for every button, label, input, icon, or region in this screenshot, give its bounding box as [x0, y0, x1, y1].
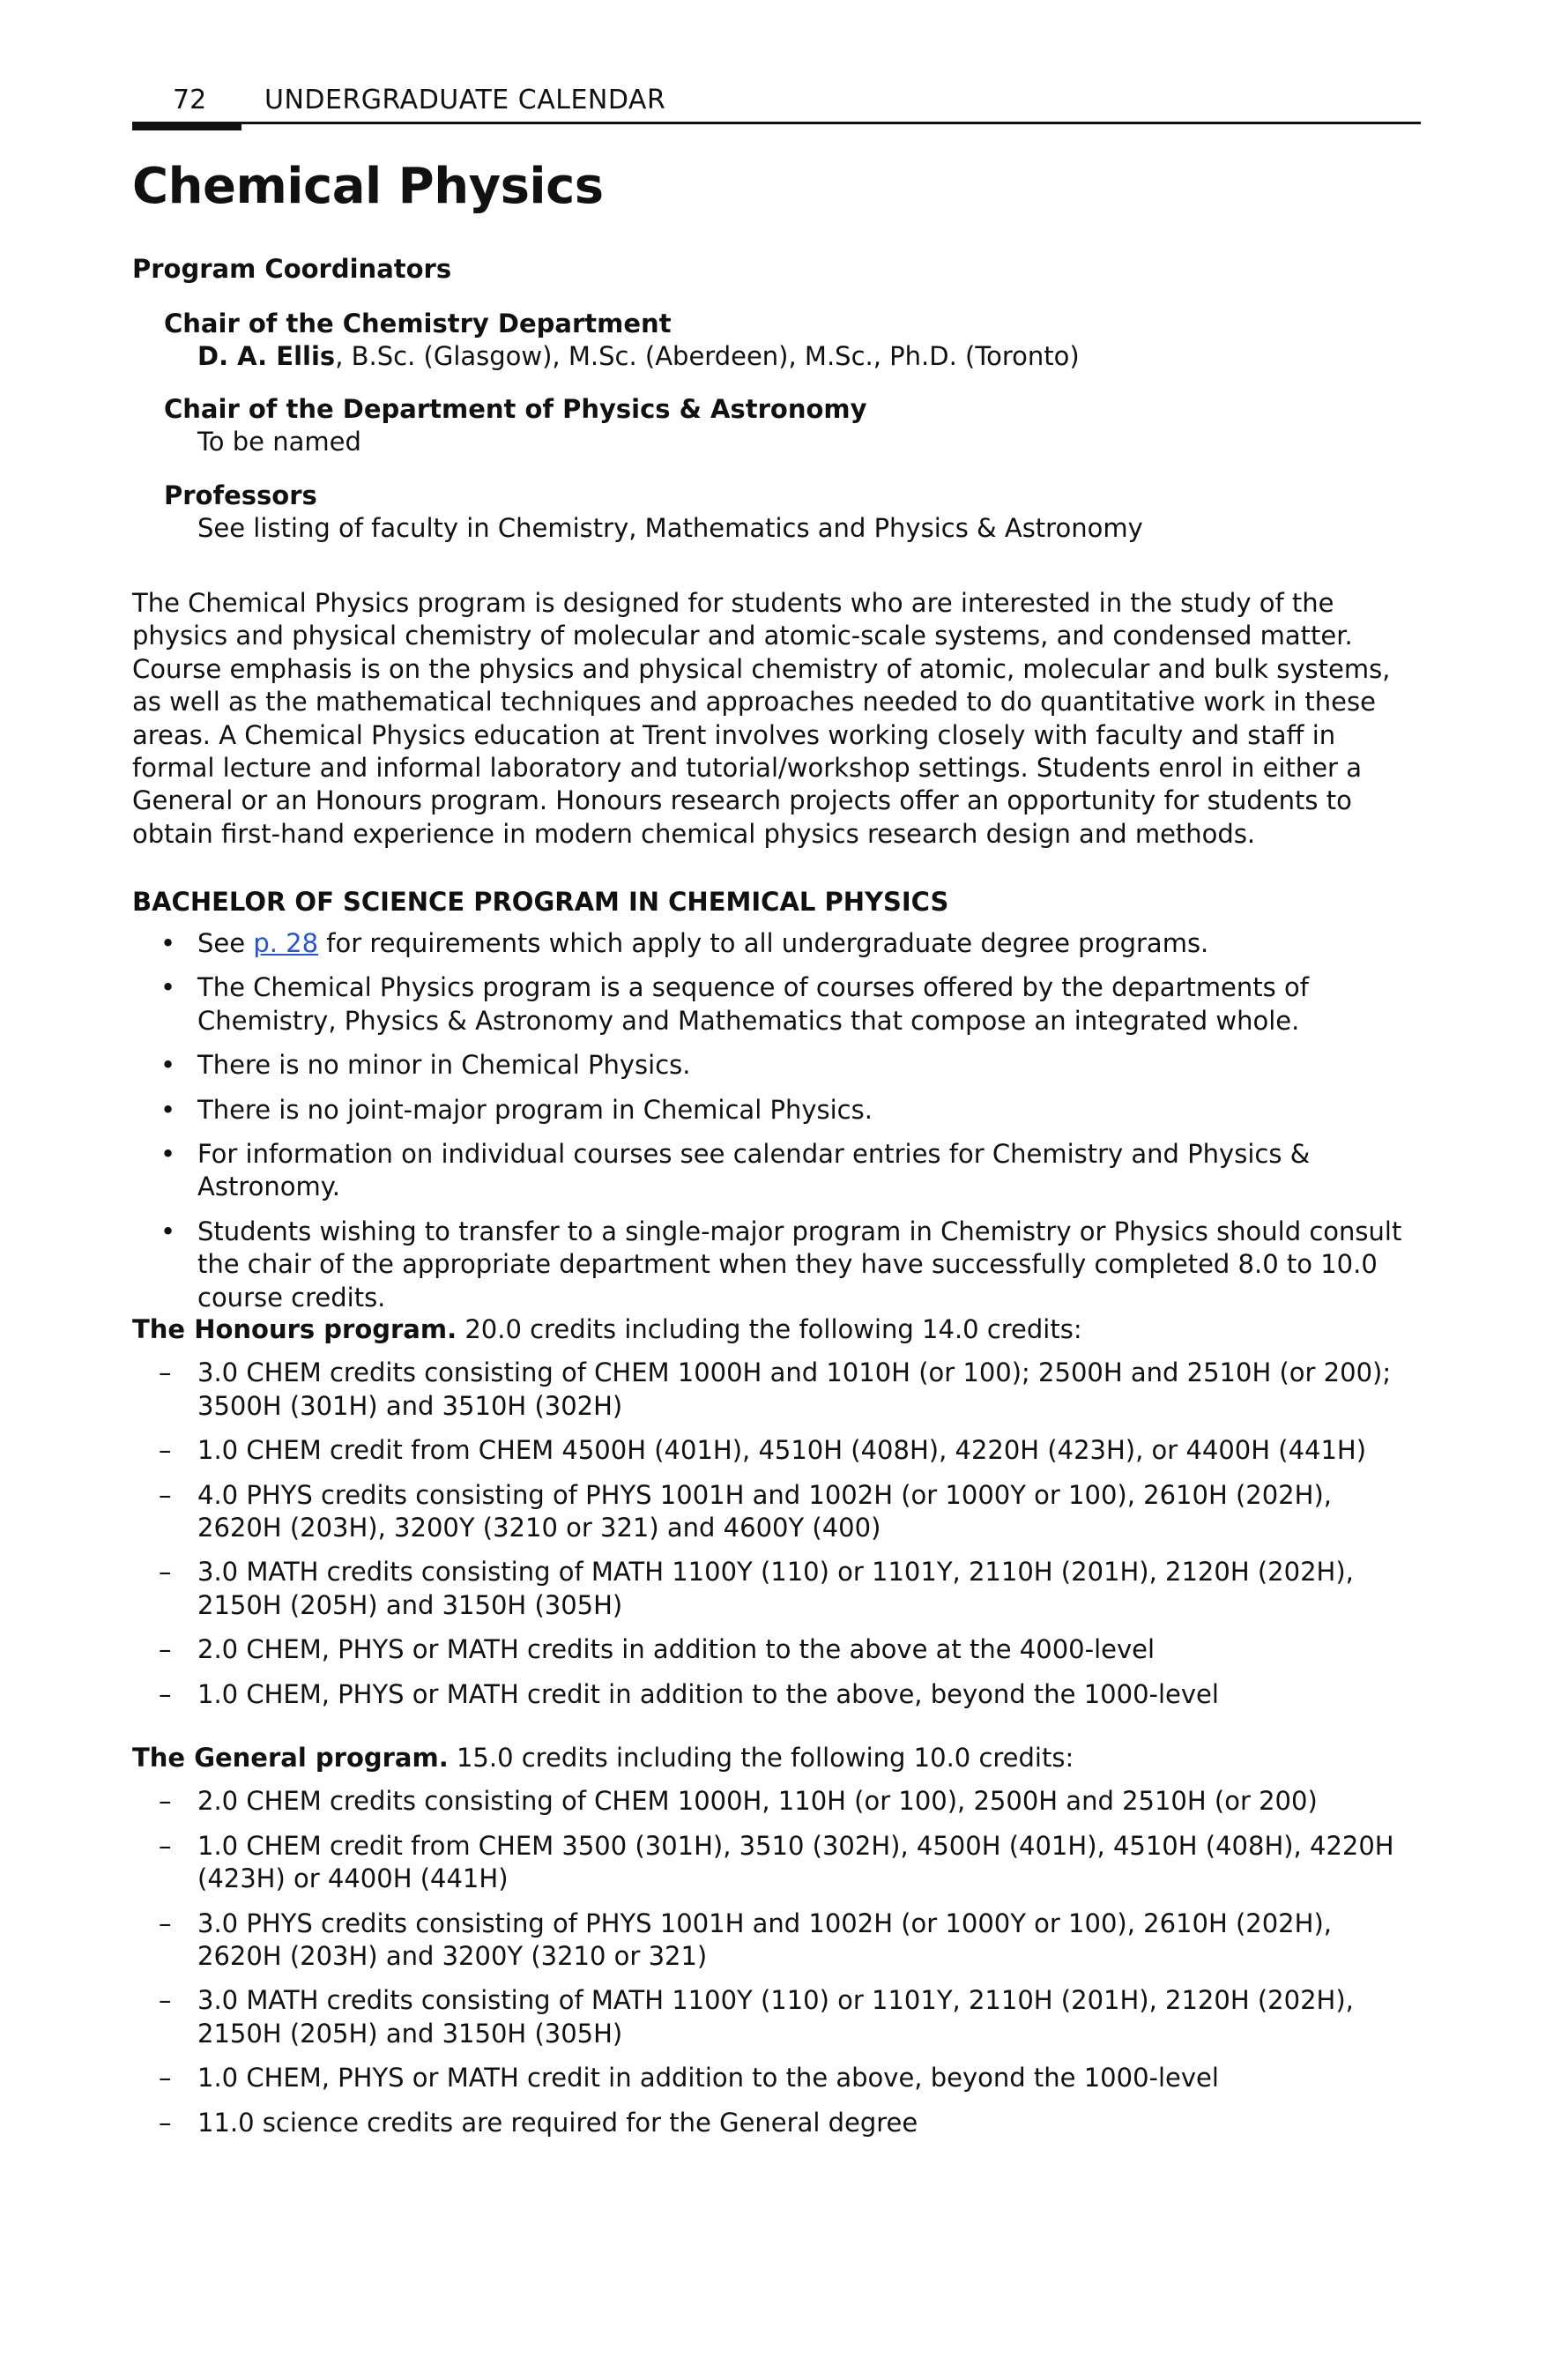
general-program	[132, 1742, 1421, 2151]
list-item: – 2.0 CHEM, PHYS or MATH credits in addition to the above at the 4000-level	[132, 1633, 1421, 1666]
program-coordinators	[132, 252, 1421, 545]
chem-chair-label: Chair of the Chemistry Department	[164, 309, 672, 338]
dash-marker: –	[159, 1786, 172, 1817]
general-requirements-list	[132, 1785, 1421, 2139]
dash-marker: –	[159, 1908, 172, 1938]
list-item: – 1.0 CHEM, PHYS or MATH credit in addition to the above, beyond the 1000-level	[132, 1678, 1421, 1711]
bsc-section	[132, 885, 1421, 1326]
dash-marker: –	[159, 1678, 172, 1709]
bsc-heading: BACHELOR OF SCIENCE PROGRAM IN CHEMICAL PHYSICS	[132, 887, 949, 917]
general-description: 15.0 credits including the following 10.0 credits:	[448, 1743, 1074, 1773]
bsc-bullet-list	[132, 927, 1421, 1314]
chem-chair-credentials: , B.Sc. (Glasgow), M.Sc. (Aberdeen), M.Sc., Ph.D. (Toronto)	[335, 341, 1080, 371]
list-item: – 11.0 science credits are required for the General degree	[132, 2107, 1421, 2139]
dash-marker: –	[159, 1479, 172, 1510]
page-number: 72	[173, 85, 207, 115]
list-item: – 1.0 CHEM, PHYS or MATH credit in addition to the above, beyond the 1000-level	[132, 2062, 1421, 2094]
list-item: • There is no minor in Chemical Physics.	[132, 1049, 1421, 1082]
bullet-marker: •	[160, 1094, 176, 1125]
calendar-title: UNDERGRADUATE CALENDAR	[264, 85, 666, 115]
dash-marker: –	[159, 1985, 172, 2016]
intro-paragraph: The Chemical Physics program is designed for students who are interested in the study of the physics and physical chemistry of molecular and atomic-scale systems, and condensed matter. Course emphasis is on the physics and physical chemistry of atomic, molecular and bulk systems, as well as the mathematical techniques and approaches needed to do quantitative work in these areas. A Chemical Physics education at Trent involves working closely with faculty and staff in formal lecture and informal laboratory and tutorial/workshop settings. Students enrol in either a General or an Honours program. Honours research projects offer an opportunity for students to obtain first-hand experience in modern chemical physics research design and methods.	[132, 588, 1391, 849]
chem-chair-name: D. A. Ellis	[197, 341, 336, 371]
phys-chair-value: To be named	[197, 427, 361, 457]
professors-label: Professors	[164, 480, 317, 510]
list-item: • The Chemical Physics program is a sequence of courses offered by the departments of Chemistry, Physics & Astronomy and Mathematics that compose an integrated whole.	[160, 972, 1309, 1036]
bullet-marker: •	[160, 1050, 176, 1081]
dash-marker: –	[159, 1435, 172, 1466]
list-item: – 3.0 CHEM credits consisting of CHEM 1000H and 1010H (or 100); 2500H and 2510H (or 200); 3500H (301H) and 3510H (302H)	[159, 1357, 1392, 1421]
bullet-marker: •	[160, 928, 176, 958]
honours-requirements-list	[132, 1357, 1421, 1711]
honours-heading	[132, 1313, 1421, 1346]
page-28-link[interactable]: p. 28	[253, 928, 319, 958]
list-item: • Students wishing to transfer to a single-major program in Chemistry or Physics should consult the chair of the appropriate department when they have successfully completed 8.0 to 10.0 course credits.	[160, 1216, 1402, 1313]
general-label: The General program.	[132, 1743, 449, 1773]
list-item: – 3.0 MATH credits consisting of MATH 1100Y (110) or 1101Y, 2110H (201H), 2120H (202H), 2150H (205H) and 3150H (305H)	[159, 1985, 1354, 2049]
header-tab-mark	[132, 122, 241, 130]
list-item: – 1.0 CHEM credit from CHEM 4500H (401H), 4510H (408H), 4220H (423H), or 4400H (441H)	[132, 1434, 1421, 1467]
honours-description: 20.0 credits including the following 14.0 credits:	[457, 1314, 1082, 1344]
bullet-marker: •	[160, 1216, 176, 1246]
dash-marker: –	[159, 1557, 172, 1588]
dash-marker: –	[159, 1634, 172, 1665]
list-item: – 2.0 CHEM credits consisting of CHEM 1000H, 110H (or 100), 2500H and 2510H (or 200)	[132, 1785, 1421, 1818]
professors-value: See listing of faculty in Chemistry, Mathematics and Physics & Astronomy	[197, 512, 1143, 543]
dash-marker: –	[159, 2107, 172, 2138]
dash-marker: –	[159, 2063, 172, 2094]
coordinators-heading: Program Coordinators	[132, 254, 452, 284]
bullet-marker: •	[160, 1139, 176, 1170]
phys-chair-label: Chair of the Department of Physics & Astronomy	[164, 394, 867, 425]
general-heading	[132, 1742, 1421, 1774]
list-item: – 3.0 MATH credits consisting of MATH 1100Y (110) or 1101Y, 2110H (201H), 2120H (202H), 2150H (205H) and 3150H (305H)	[159, 1557, 1354, 1620]
list-item: – 3.0 PHYS credits consisting of PHYS 1001H and 1002H (or 1000Y or 100), 2610H (202H), 2620H (203H) and 3200Y (3210 or 321)	[159, 1908, 1332, 1972]
dash-marker: –	[159, 1830, 172, 1861]
bullet-marker: •	[160, 972, 176, 1003]
list-item: – 1.0 CHEM credit from CHEM 3500 (301H), 3510 (302H), 4500H (401H), 4510H (408H), 4220H (423H) or 4400H (441H)	[159, 1830, 1394, 1894]
list-item: • There is no joint-major program in Chemical Physics.	[132, 1094, 1421, 1127]
dash-marker: –	[159, 1357, 172, 1388]
page-title: Chemical Physics	[132, 158, 604, 215]
list-item: • For information on individual courses see calendar entries for Chemistry and Physics & Astronomy.	[160, 1139, 1311, 1202]
honours-program	[132, 1313, 1421, 1722]
honours-label: The Honours program.	[132, 1314, 457, 1344]
running-header	[132, 83, 1421, 136]
list-item: – 4.0 PHYS credits consisting of PHYS 1001H and 1002H (or 1000Y or 100), 2610H (202H), 2620H (203H), 3200Y (3210 or 321) and 4600Y (400)	[159, 1479, 1332, 1543]
chem-chair-entry	[132, 340, 1421, 373]
header-rule	[132, 122, 1421, 124]
list-item: • See p. 28 for requirements which apply to all undergraduate degree programs.	[132, 927, 1421, 960]
